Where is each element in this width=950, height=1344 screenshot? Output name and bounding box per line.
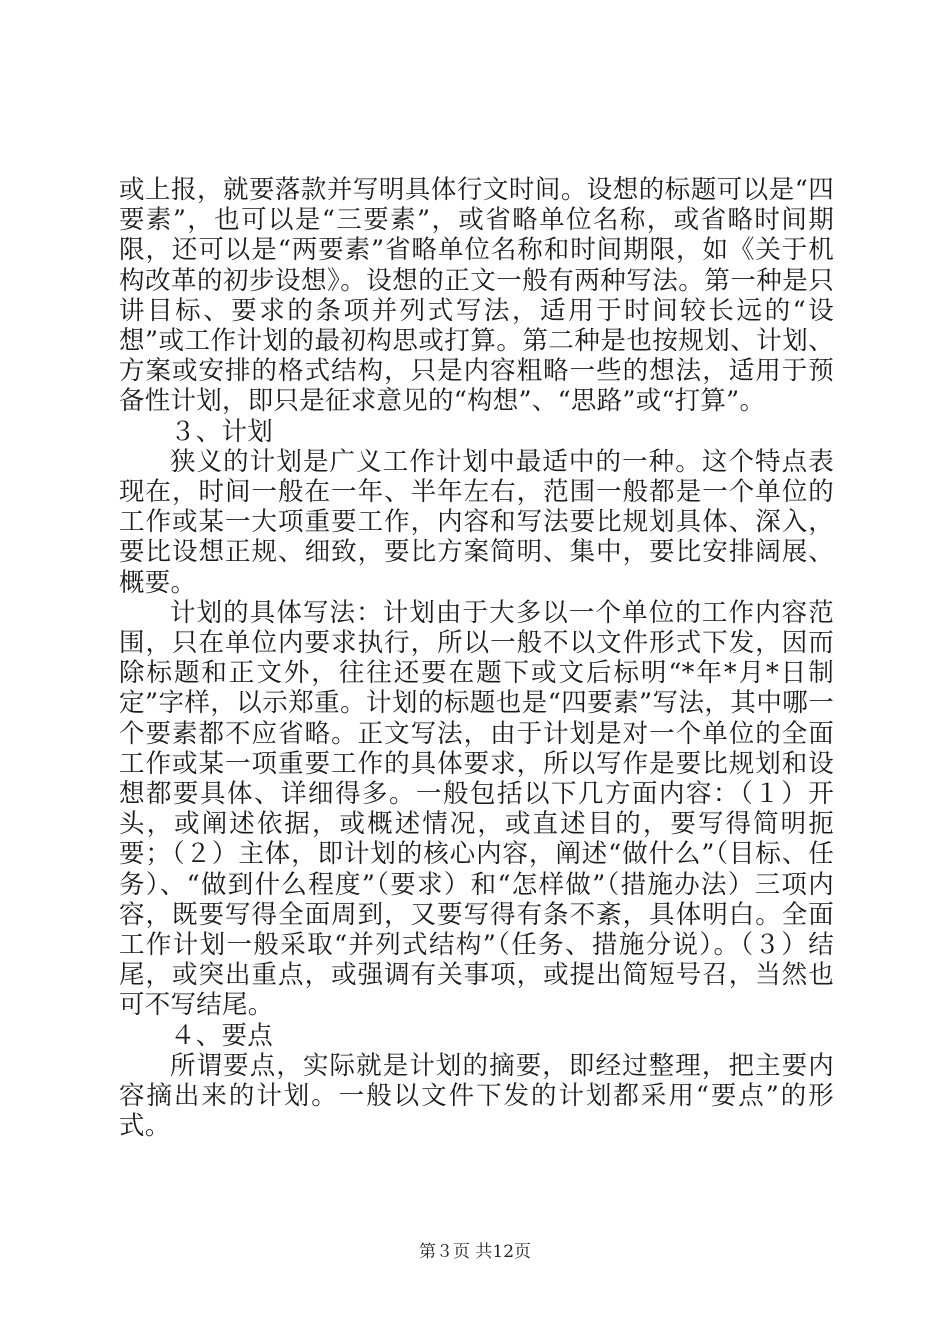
paragraph-plan-definition: 狭义的计划是广义工作计划中最适中的一种。这个特点表现在，时间一般在一年、半年左右，范围一般都是一个单位的工作或某一大项重要工作，内容和写法要比规划具体、深入，要比设想正规、细致，要比方案简明、集中，要比安排阔展、概要。 — [119, 446, 834, 598]
document-body — [119, 175, 834, 1142]
section-heading-key-points: ４、要点 — [170, 1020, 274, 1051]
paragraph-plan-writing: 计划的具体写法：计划由于大多以一个单位的工作内容范围，只在单位内要求执行，所以一般不以文件形式下发，因而除标题和正文外，往往还要在题下或文后标明“*年*月*日制定”字样，以示郑重。计划的标题也是“四要素”写法，其中哪一个要素都不应省略。正文写法，由于计划是对一个单位的全面工作或某一项重要工作的具体要求，所以写作是要比规划和设想都要具体、详细得多。一般包括以下几方面内容：（１）开头，或阐述依据，或概述情况，或直述目的，要写得简明扼要；（２）主体，即计划的核心内容，阐述“做什么”（目标、任务）、“做到什么程度”（要求）和“怎样做”（措施办法）三项内容，既要写得全面周到，又要写得有条不紊，具体明白。全面工作计划一般采取“并列式结构”（任务、措施分说）。（３）结尾，或突出重点，或强调有关事项，或提出简短号召，当然也可不写结尾。 — [119, 597, 834, 1021]
page-number: 第３页 共12页 — [418, 1242, 532, 1262]
paragraph-key-points: 所谓要点，实际就是计划的摘要，即经过整理，把主要内容摘出来的计划。一般以文件下发的计划都采用“要点”的形式。 — [119, 1050, 834, 1142]
section-heading-plan: ３、计划 — [170, 416, 274, 447]
paragraph-continuation: 或上报，就要落款并写明具体行文时间。设想的标题可以是“四要素”，也可以是“三要素”，或省略单位名称，或省略时间期限，还可以是“两要素”省略单位名称和时间期限，如《关于机构改革的初步设想》。设想的正文一般有两种写法。第一种是只讲目标、要求的条项并列式写法，适用于时间较长远的“设想”或工作计划的最初构思或打算。第二种是也按规划、计划、方案或安排的格式结构，只是内容粗略一些的想法，适用于预备性计划，即只是征求意见的“构想”、“思路”或“打算”。 — [119, 175, 834, 417]
